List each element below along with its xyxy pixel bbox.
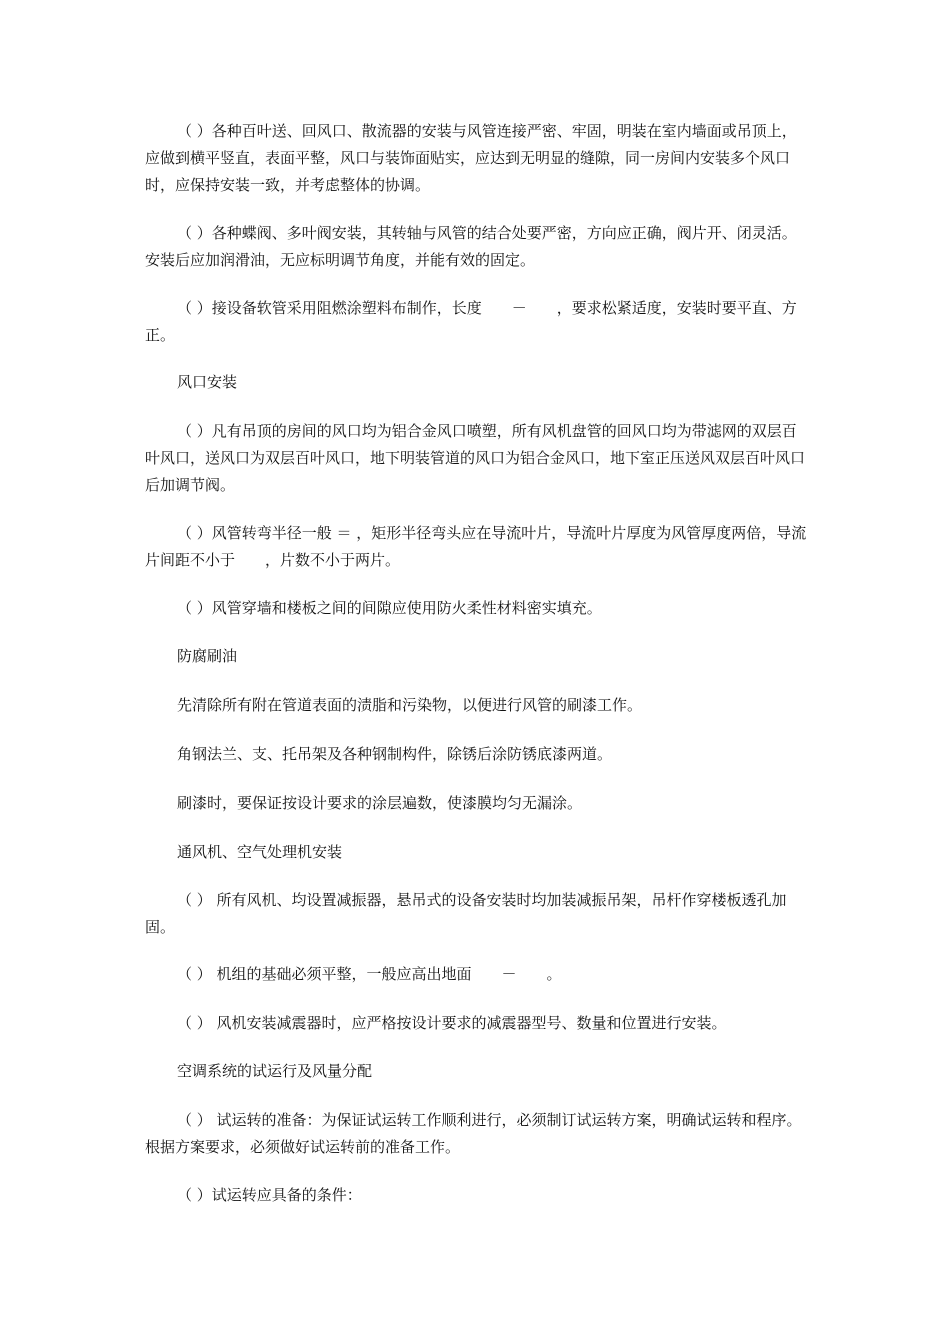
heading-vent-installation: 风口安装 bbox=[177, 373, 238, 391]
paragraph-flexible-duct: （ ）接设备软管采用阻燃涂塑料布制作，长度 － ，要求松紧适度，安装时要平直、方正。 bbox=[145, 299, 797, 344]
paragraph-duct-bend-radius: （ ）风管转弯半径一般 ＝ ，矩形半径弯头应在导流叶片，导流叶片厚度为风管厚度两倍，导流片间距不小于 ，片数不小于两片。 bbox=[145, 524, 807, 569]
paragraph-primer-coating: 角钢法兰、支、托吊架及各种钢制构件，除锈后涂防锈底漆两道。 bbox=[177, 745, 613, 763]
paragraph-trial-conditions: （ ）试运转应具备的条件： bbox=[177, 1186, 362, 1204]
paragraph-damper-model: （ ） 风机安装减震器时，应严格按设计要求的减震器型号、数量和位置进行安装。 bbox=[177, 1014, 727, 1032]
heading-fan-ahu-installation: 通风机、空气处理机安装 bbox=[177, 843, 343, 861]
paragraph-surface-cleaning: 先清除所有附在管道表面的渍脂和污染物，以便进行风管的刷漆工作。 bbox=[177, 696, 643, 714]
paragraph-trial-preparation: （ ） 试运转的准备：为保证试运转工作顺利进行，必须制订试运转方案，明确试运转和程序。根据方案要求，必须做好试运转前的准备工作。 bbox=[145, 1111, 802, 1156]
paragraph-wall-gap-filling: （ ）风管穿墙和楼板之间的间隙应使用防火柔性材料密实填充。 bbox=[177, 599, 602, 617]
paragraph-unit-foundation: （ ） 机组的基础必须平整，一般应高出地面 － 。 bbox=[177, 965, 562, 983]
paragraph-vent-types: （ ）凡有吊顶的房间的风口均为铝合金风口喷塑，所有风机盘管的回风口均为带滤网的双层百叶风口，送风口为双层百叶风口，地下明装管道的风口为铝合金风口，地下室正压送风双层百叶风口后加调节阀。 bbox=[145, 422, 806, 494]
heading-anticorrosion-painting: 防腐刷油 bbox=[177, 647, 238, 665]
paragraph-coating-layers: 刷漆时，要保证按设计要求的涂层遍数，使漆膜均匀无漏涂。 bbox=[177, 794, 583, 812]
paragraph-diffuser-installation: （ ）各种百叶送、回风口、散流器的安装与风管连接严密、牢固，明装在室内墙面或吊顶上，应做到横平竖直，表面平整，风口与装饰面贴实，应达到无明显的缝隙，同一房间内安装多个风口时，应保持安装一致，并考虑整体的协调。 bbox=[145, 122, 797, 194]
paragraph-damper-installation: （ ）各种蝶阀、多叶阀安装，其转轴与风管的结合处要严密，方向应正确，阀片开、闭灵活。安装后应加润滑油，无应标明调节角度，并能有效的固定。 bbox=[145, 224, 797, 269]
heading-trial-run: 空调系统的试运行及风量分配 bbox=[177, 1062, 373, 1080]
paragraph-vibration-dampers: （ ） 所有风机、均设置减振器，悬吊式的设备安装时均加装减振吊架，吊杆作穿楼板透孔加固。 bbox=[145, 891, 787, 936]
